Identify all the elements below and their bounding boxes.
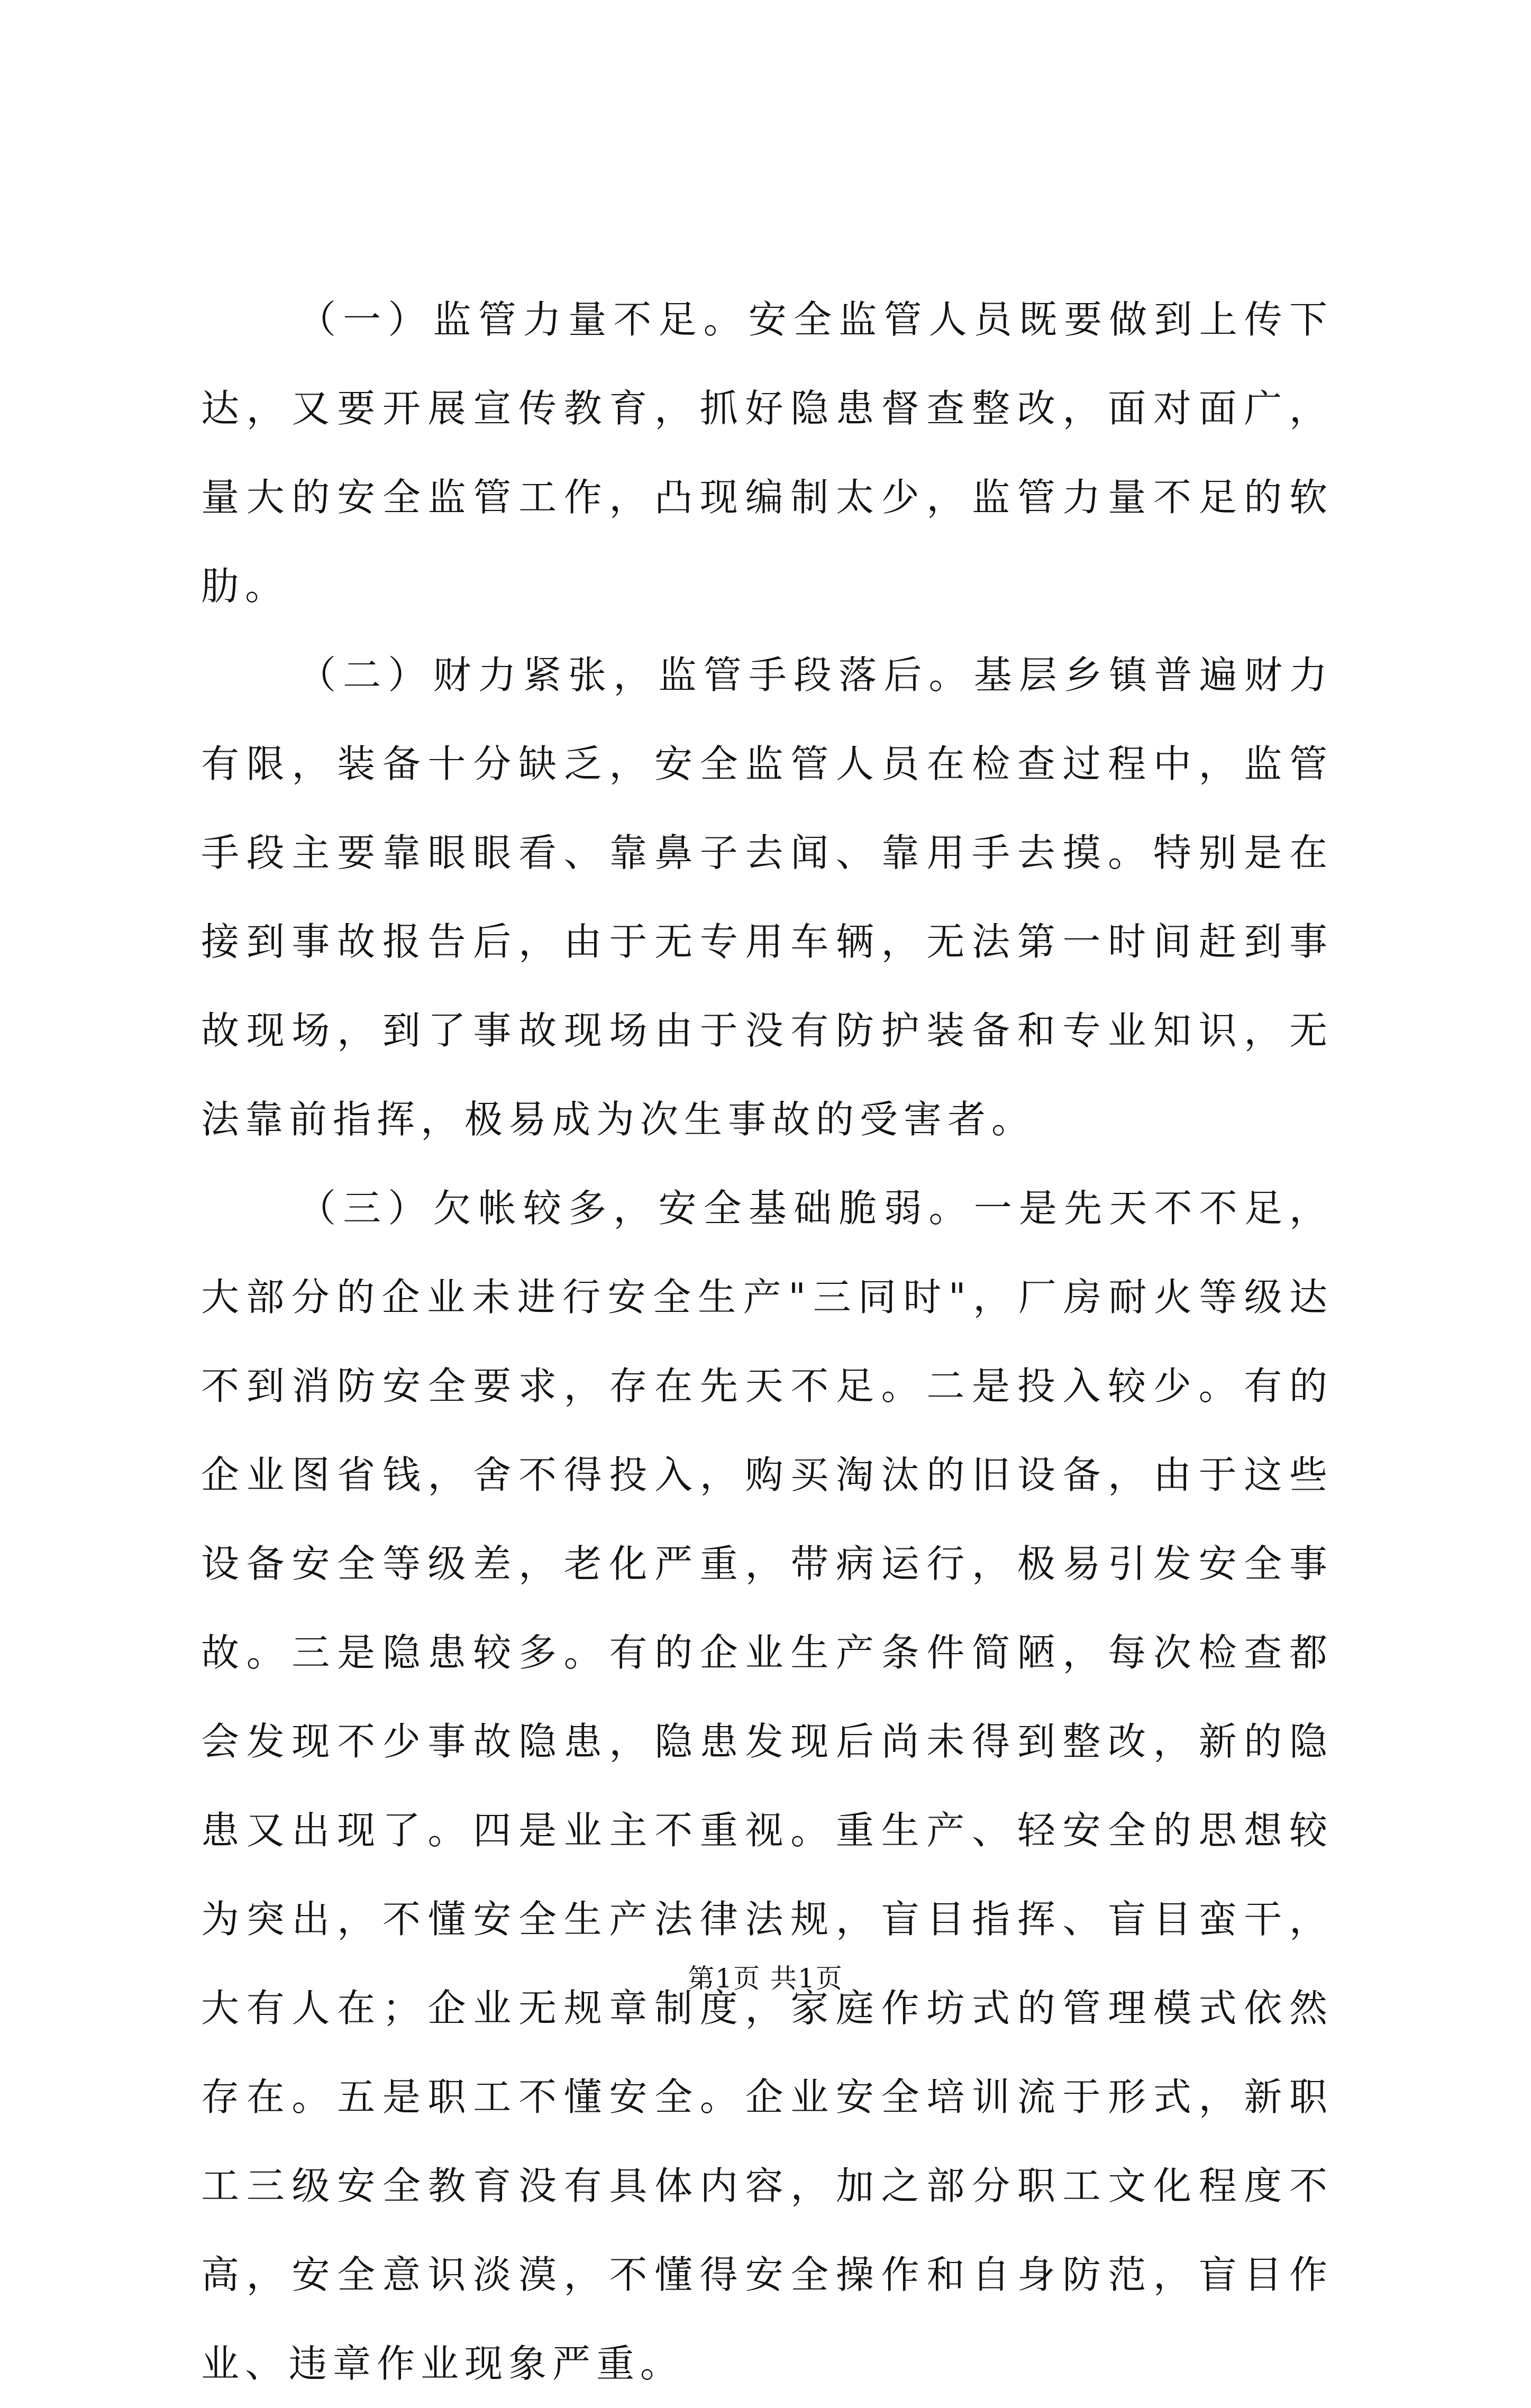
paragraph-1: （一）监管力量不足。安全监管人员既要做到上传下达，又要开展宣传教育，抓好隐患督查整改，面对面广，量大的安全监管工作，凸现编制太少，监管力量不足的软肋。 <box>201 297 1333 608</box>
page-footer: 第1页 共1页 <box>688 1963 843 1994</box>
paragraph-2: （二）财力紧张，监管手段落后。基层乡镇普遍财力有限，装备十分缺乏，安全监管人员在检查过程中，监管手段主要靠眼眼看、靠鼻子去闻、靠用手去摸。特别是在接到事故报告后，由于无专用车辆，无法第一时间赶到事故现场，到了事故现场由于没有防护装备和专业知识，无法靠前指挥，极易成为次生事故的受害者。 <box>201 653 1333 1142</box>
paragraph-3: （三）欠帐较多，安全基础脆弱。一是先天不不足，大部分的企业未进行安全生产"三同时"，厂房耐火等级达不到消防安全要求，存在先天不足。二是投入较少。有的企业图省钱，舍不得投入，购买淘汰的旧设备，由于这些设备安全等级差，老化严重，带病运行，极易引发安全事故。三是隐患较多。有的企业生产条件简陋，每次检查都会发现不少事故隐患，隐患发现后尚未得到整改，新的隐患又出现了。四是业主不重视。重生产、轻安全的思想较为突出，不懂安全生产法律法规，盲目指挥、盲目蛮干，大有人在；企业无规章制度，家庭作坊式的管理模式依然存在。五是职工不懂安全。企业安全培训流于形式，新职工三级安全教育没有具体内容，加之部分职工文化程度不高，安全意识淡漠，不懂得安全操作和自身防范，盲目作业、违章作业现象严重。 <box>201 1186 1333 2386</box>
document-body <box>201 275 1333 2408</box>
